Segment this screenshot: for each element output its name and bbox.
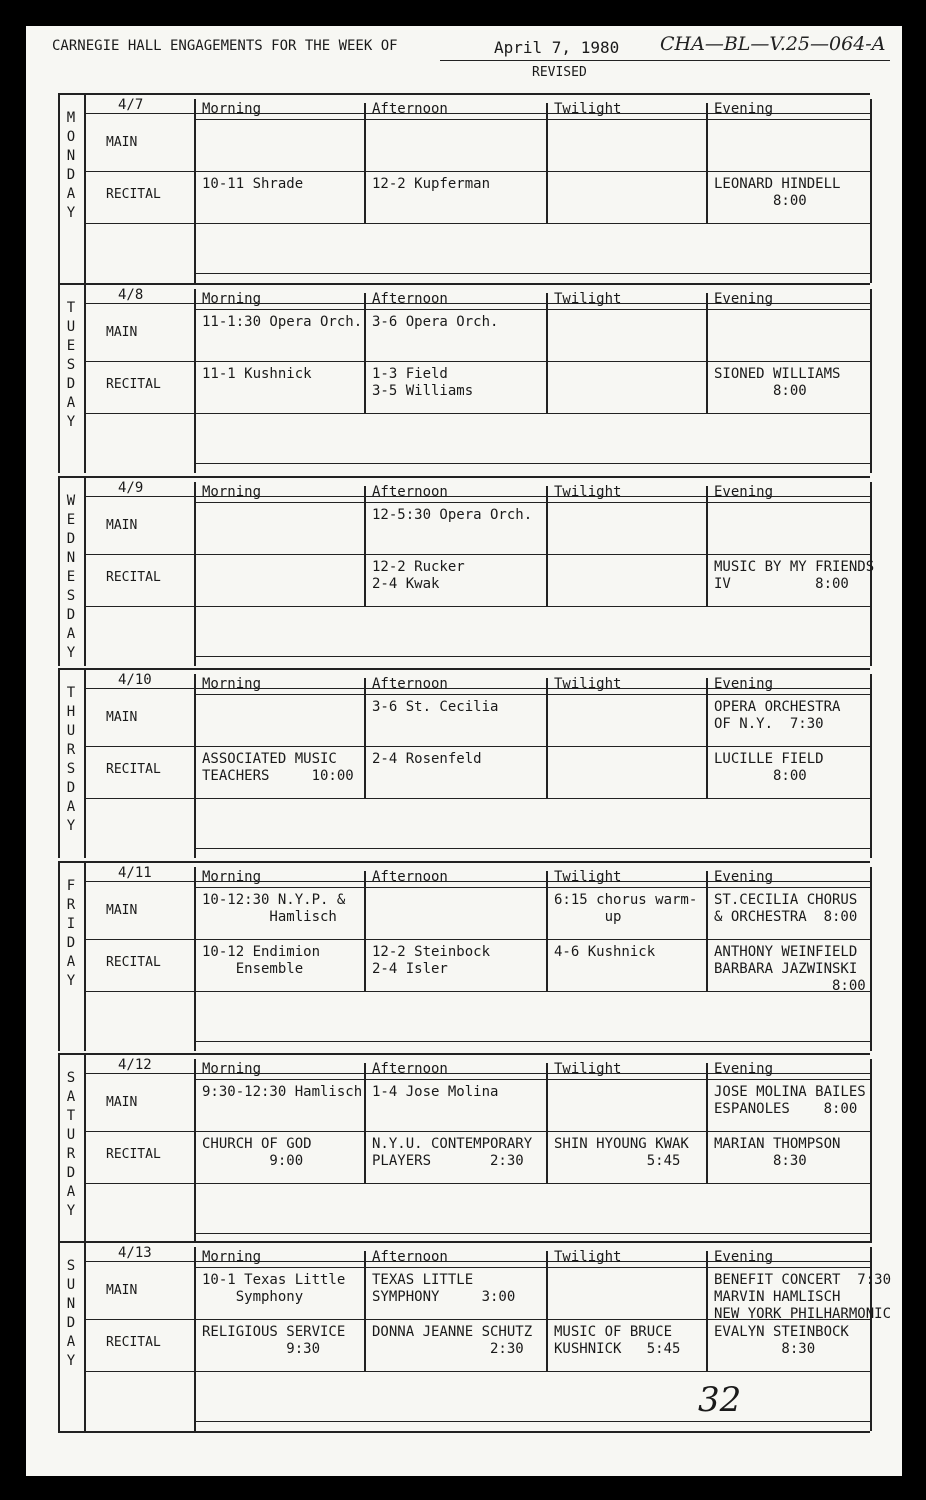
day-separator: [58, 668, 870, 670]
day-name-tuesday: [60, 299, 82, 432]
day-letter: Y: [66, 1203, 76, 1219]
row-label-recital: RECITAL: [106, 1147, 161, 1162]
notes-rule: [194, 848, 870, 849]
day-letter: D: [66, 1315, 76, 1331]
column-border: [546, 103, 548, 223]
right-border: [870, 1059, 872, 1243]
column-header-morning: Morning: [202, 101, 262, 117]
column-header-afternoon: Afternoon: [372, 676, 448, 692]
header-rule: [194, 1267, 870, 1268]
row-label-main: MAIN: [106, 1283, 138, 1298]
column-header-afternoon: Afternoon: [372, 484, 448, 500]
right-border: [870, 99, 872, 283]
notes-rule: [194, 1421, 870, 1422]
recital-afternoon-cell: N.Y.U. CONTEMPORARY PLAYERS 2:30: [372, 1136, 533, 1169]
column-header-twilight: Twilight: [554, 291, 622, 307]
column-border: [364, 1251, 366, 1371]
day-date: 4/13: [118, 1245, 152, 1261]
label-left-border: [84, 476, 86, 666]
column-header-evening: Evening: [714, 291, 774, 307]
column-border: [364, 871, 366, 991]
column-border: [194, 674, 196, 858]
day-name-friday: [60, 877, 82, 991]
header-rule: [194, 502, 870, 503]
day-letter: Y: [66, 414, 76, 430]
main-afternoon-cell: 3-6 St. Cecilia: [372, 699, 499, 715]
day-separator: [58, 861, 870, 863]
column-border: [706, 678, 708, 798]
day-letter: T: [66, 685, 76, 701]
day-letter: E: [66, 338, 76, 354]
day-letter: W: [66, 493, 76, 509]
right-border: [870, 674, 872, 858]
bottom-border: [58, 1431, 870, 1433]
column-border: [364, 103, 366, 223]
label-left-border: [84, 93, 86, 283]
row-rule: [84, 361, 870, 362]
day-name-saturday: [60, 1069, 82, 1221]
row-label-main: MAIN: [106, 135, 138, 150]
day-letter: N: [66, 550, 76, 566]
day-letter: E: [66, 512, 76, 528]
day-name-wednesday: [60, 492, 82, 663]
recital-morning-cell: ASSOCIATED MUSIC TEACHERS 10:00: [202, 751, 354, 784]
day-letter: S: [66, 1258, 76, 1274]
day-letter: D: [66, 1165, 76, 1181]
day-letter: D: [66, 167, 76, 183]
right-border: [870, 867, 872, 1051]
column-header-afternoon: Afternoon: [372, 101, 448, 117]
column-header-morning: Morning: [202, 676, 262, 692]
day-letter: F: [66, 878, 76, 894]
day-date: 4/12: [118, 1057, 152, 1073]
column-header-morning: Morning: [202, 484, 262, 500]
header-rule: [194, 309, 870, 310]
column-header-morning: Morning: [202, 1249, 262, 1265]
recital-afternoon-cell: 12-2 Rucker 2-4 Kwak: [372, 559, 465, 592]
row-label-main: MAIN: [106, 710, 138, 725]
column-border: [546, 1251, 548, 1371]
day-letter: I: [66, 916, 76, 932]
recital-morning-cell: 10-11 Shrade: [202, 176, 304, 192]
day-letter: H: [66, 704, 76, 720]
day-separator: [58, 1053, 870, 1055]
day-separator: [58, 283, 870, 285]
row-rule: [84, 223, 870, 224]
column-header-twilight: Twilight: [554, 101, 622, 117]
row-label-recital: RECITAL: [106, 1335, 161, 1350]
day-letter: Y: [66, 645, 76, 661]
row-rule: [84, 1371, 870, 1372]
column-header-evening: Evening: [714, 676, 774, 692]
row-label-recital: RECITAL: [106, 377, 161, 392]
column-border: [364, 678, 366, 798]
day-letter: D: [66, 531, 76, 547]
day-letter: D: [66, 376, 76, 392]
column-header-evening: Evening: [714, 1061, 774, 1077]
main-morning-cell: 11-1:30 Opera Orch.: [202, 314, 363, 330]
day-separator: [58, 93, 870, 95]
recital-afternoon-cell: 2-4 Rosenfeld: [372, 751, 482, 767]
column-border: [194, 99, 196, 283]
column-header-evening: Evening: [714, 484, 774, 500]
main-morning-cell: 10-1 Texas Little Symphony: [202, 1272, 346, 1305]
row-label-recital: RECITAL: [106, 762, 161, 777]
day-letter: S: [66, 357, 76, 373]
day-name-thursday: [60, 684, 82, 836]
day-letter: D: [66, 780, 76, 796]
main-afternoon-cell: 3-6 Opera Orch.: [372, 314, 499, 330]
recital-evening-cell: ANTHONY WEINFIELD BARBARA JAZWINSKI 8:00: [714, 944, 866, 994]
page-number: 32: [698, 1380, 742, 1420]
recital-twilight-cell: MUSIC OF BRUCE KUSHNICK 5:45: [554, 1324, 681, 1357]
day-name-sunday: [60, 1257, 82, 1371]
main-morning-cell: 10-12:30 N.Y.P. & Hamlisch: [202, 892, 346, 925]
column-border: [706, 1251, 708, 1371]
label-left-border: [84, 861, 86, 1051]
main-morning-cell: 9:30-12:30 Hamlisch: [202, 1084, 363, 1100]
column-header-afternoon: Afternoon: [372, 1249, 448, 1265]
recital-morning-cell: 11-1 Kushnick: [202, 366, 312, 382]
column-border: [706, 1063, 708, 1183]
column-border: [546, 486, 548, 606]
day-letter: A: [66, 395, 76, 411]
day-letter: M: [66, 110, 76, 126]
main-evening-cell: ST.CECILIA CHORUS & ORCHESTRA 8:00: [714, 892, 858, 925]
recital-evening-cell: MUSIC BY MY FRIENDS IV 8:00: [714, 559, 875, 592]
row-label-recital: RECITAL: [106, 187, 161, 202]
column-border: [546, 871, 548, 991]
day-letter: A: [66, 626, 76, 642]
column-header-afternoon: Afternoon: [372, 1061, 448, 1077]
row-label-main: MAIN: [106, 518, 138, 533]
day-letter: S: [66, 588, 76, 604]
label-left-border: [84, 283, 86, 473]
column-header-afternoon: Afternoon: [372, 869, 448, 885]
right-border: [870, 289, 872, 473]
day-name-monday: [60, 109, 82, 223]
day-letter: A: [66, 1334, 76, 1350]
day-letter: Y: [66, 205, 76, 221]
day-date: 4/8: [118, 287, 144, 303]
archive-id: CHA—BL—V.25—064-A: [660, 33, 886, 55]
row-rule: [84, 554, 870, 555]
column-border: [546, 293, 548, 413]
main-afternoon-cell: 1-4 Jose Molina: [372, 1084, 499, 1100]
column-header-morning: Morning: [202, 291, 262, 307]
label-left-border: [84, 668, 86, 858]
recital-twilight-cell: SHIN HYOUNG KWAK 5:45: [554, 1136, 689, 1169]
day-letter: A: [66, 186, 76, 202]
row-rule: [84, 413, 870, 414]
column-border: [194, 289, 196, 473]
notes-rule: [194, 463, 870, 464]
day-letter: O: [66, 129, 76, 145]
recital-morning-cell: 10-12 Endimion Ensemble: [202, 944, 321, 977]
day-letter: A: [66, 954, 76, 970]
recital-afternoon-cell: 12-2 Steinbock 2-4 Isler: [372, 944, 491, 977]
day-letter: D: [66, 935, 76, 951]
notes-rule: [194, 1233, 870, 1234]
row-rule: [84, 798, 870, 799]
label-left-border: [84, 1053, 86, 1243]
header-rule: [194, 694, 870, 695]
recital-evening-cell: MARIAN THOMPSON 8:30: [714, 1136, 841, 1169]
day-letter: Y: [66, 1353, 76, 1369]
day-letter: S: [66, 761, 76, 777]
document-title: CARNEGIE HALL ENGAGEMENTS FOR THE WEEK OF: [52, 38, 398, 54]
recital-evening-cell: SIONED WILLIAMS 8:00: [714, 366, 841, 399]
day-date: 4/7: [118, 97, 144, 113]
revised-label: REVISED: [532, 65, 587, 80]
column-header-evening: Evening: [714, 101, 774, 117]
notes-rule: [194, 656, 870, 657]
row-rule: [84, 1131, 870, 1132]
title-underline: [440, 60, 890, 61]
column-border: [706, 486, 708, 606]
row-rule: [84, 171, 870, 172]
row-label-main: MAIN: [106, 325, 138, 340]
row-rule: [84, 939, 870, 940]
row-rule: [84, 606, 870, 607]
recital-afternoon-cell: DONNA JEANNE SCHUTZ 2:30: [372, 1324, 533, 1357]
recital-evening-cell: EVALYN STEINBOCK 8:30: [714, 1324, 849, 1357]
day-letter: U: [66, 1127, 76, 1143]
day-separator: [58, 1241, 870, 1243]
day-date: 4/11: [118, 865, 152, 881]
day-letter: U: [66, 723, 76, 739]
column-border: [706, 871, 708, 991]
row-label-recital: RECITAL: [106, 570, 161, 585]
day-separator: [58, 476, 870, 478]
recital-twilight-cell: 4-6 Kushnick: [554, 944, 656, 960]
column-border: [364, 1063, 366, 1183]
day-letter: Y: [66, 973, 76, 989]
day-letter: U: [66, 319, 76, 335]
column-border: [194, 867, 196, 1051]
day-letter: A: [66, 1184, 76, 1200]
column-border: [194, 482, 196, 666]
recital-afternoon-cell: 12-2 Kupferman: [372, 176, 491, 192]
column-header-evening: Evening: [714, 1249, 774, 1265]
column-header-morning: Morning: [202, 869, 262, 885]
column-header-twilight: Twilight: [554, 1061, 622, 1077]
header-rule: [194, 887, 870, 888]
column-header-twilight: Twilight: [554, 484, 622, 500]
day-letter: N: [66, 148, 76, 164]
day-letter: D: [66, 607, 76, 623]
label-left-border: [84, 1241, 86, 1431]
main-afternoon-cell: TEXAS LITTLE SYMPHONY 3:00: [372, 1272, 516, 1305]
day-letter: E: [66, 569, 76, 585]
day-letter: N: [66, 1296, 76, 1312]
column-header-twilight: Twilight: [554, 676, 622, 692]
day-letter: T: [66, 300, 76, 316]
recital-morning-cell: CHURCH OF GOD 9:00: [202, 1136, 312, 1169]
column-header-twilight: Twilight: [554, 869, 622, 885]
main-evening-cell: OPERA ORCHESTRA OF N.Y. 7:30: [714, 699, 841, 732]
column-border: [364, 293, 366, 413]
header-rule: [194, 1079, 870, 1080]
notes-rule: [194, 273, 870, 274]
column-header-morning: Morning: [202, 1061, 262, 1077]
day-date: 4/10: [118, 672, 152, 688]
main-evening-cell: BENEFIT CONCERT 7:30 MARVIN HAMLISCH NEW YORK PHILHARMONIC: [714, 1272, 892, 1322]
column-border: [706, 103, 708, 223]
recital-afternoon-cell: 1-3 Field 3-5 Williams: [372, 366, 474, 399]
column-header-evening: Evening: [714, 869, 774, 885]
row-label-main: MAIN: [106, 1095, 138, 1110]
day-letter: R: [66, 897, 76, 913]
column-border: [546, 1063, 548, 1183]
day-letter: A: [66, 1089, 76, 1105]
recital-evening-cell: LEONARD HINDELL 8:00: [714, 176, 841, 209]
day-letter: T: [66, 1108, 76, 1124]
column-border: [364, 486, 366, 606]
day-letter: R: [66, 742, 76, 758]
column-border: [546, 678, 548, 798]
day-letter: Y: [66, 818, 76, 834]
notes-rule: [194, 1041, 870, 1042]
day-letter: S: [66, 1070, 76, 1086]
row-label-recital: RECITAL: [106, 955, 161, 970]
header-rule: [194, 119, 870, 120]
day-date: 4/9: [118, 480, 144, 496]
main-afternoon-cell: 12-5:30 Opera Orch.: [372, 507, 533, 523]
day-letter: U: [66, 1277, 76, 1293]
column-border: [194, 1247, 196, 1431]
column-border: [194, 1059, 196, 1243]
column-header-twilight: Twilight: [554, 1249, 622, 1265]
day-letter: A: [66, 799, 76, 815]
recital-morning-cell: RELIGIOUS SERVICE 9:30: [202, 1324, 346, 1357]
row-rule: [84, 1183, 870, 1184]
column-header-afternoon: Afternoon: [372, 291, 448, 307]
main-twilight-cell: 6:15 chorus warm- up: [554, 892, 698, 925]
column-border: [706, 293, 708, 413]
row-rule: [84, 746, 870, 747]
main-evening-cell: JOSE MOLINA BAILES ESPANOLES 8:00: [714, 1084, 866, 1117]
day-letter: R: [66, 1146, 76, 1162]
row-label-main: MAIN: [106, 903, 138, 918]
recital-evening-cell: LUCILLE FIELD 8:00: [714, 751, 824, 784]
week-date: April 7, 1980: [494, 38, 620, 57]
